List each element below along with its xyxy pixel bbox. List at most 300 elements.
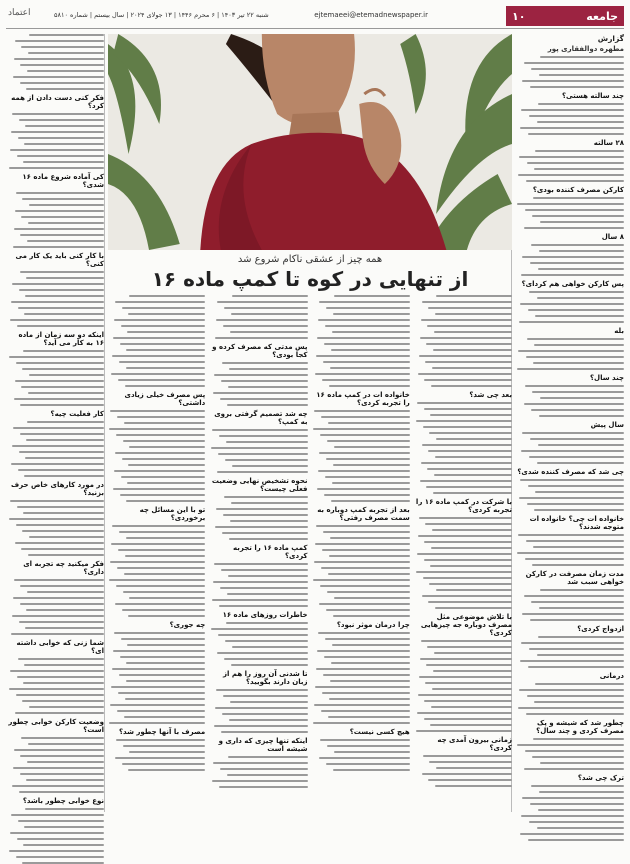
text-line: [124, 573, 206, 575]
text-line: [318, 319, 409, 321]
interview-question: با شرکت در کمپ ماده ۱۶ را تجربه کردی؟: [415, 498, 512, 514]
text-line: [330, 367, 410, 369]
text-line: [435, 313, 512, 315]
text-line: [321, 567, 409, 569]
interview-question: اینکه تنها چیزی که داری و شیشه است: [218, 737, 308, 753]
text-line: [128, 313, 205, 315]
text-line: [527, 503, 624, 505]
text-line: [122, 307, 206, 309]
text-line: [216, 689, 307, 691]
text-line: [529, 648, 624, 650]
text-line: [328, 422, 410, 424]
article-headline: از تنهایی در کوه تا کمپ ماده ۱۶: [151, 267, 469, 291]
text-line: [530, 262, 624, 264]
text-line: [422, 595, 512, 597]
text-line: [29, 374, 104, 376]
text-line: [109, 428, 205, 430]
text-line: [532, 564, 624, 566]
text-line: [331, 500, 410, 502]
text-line: [12, 113, 104, 115]
text-line: [231, 313, 308, 315]
text-line: [535, 150, 624, 152]
text-line: [22, 198, 104, 200]
text-line: [334, 751, 410, 753]
text-line: [522, 256, 624, 258]
text-line: [314, 704, 409, 706]
text-line: [429, 583, 512, 585]
text-line: [227, 593, 308, 595]
text-line: [212, 599, 307, 601]
interview-question: مدت زمان مصرفت در کارکن خواهی سبب شد: [525, 570, 624, 586]
text-line: [420, 480, 512, 482]
page-header: [6, 6, 624, 26]
text-line: [13, 427, 104, 429]
text-line: [530, 619, 624, 621]
text-line: [526, 180, 624, 182]
text-line: [332, 331, 410, 333]
text-line: [418, 373, 512, 375]
text-line: [28, 743, 104, 745]
page-number: ۱۰: [512, 9, 526, 23]
text-line: [112, 668, 205, 670]
interview-question: نحوه تشخیص نهایی وضعیت فعلی چیست؟: [211, 477, 308, 493]
text-line: [540, 762, 624, 764]
text-line: [123, 745, 206, 747]
text-line: [432, 367, 512, 369]
text-line: [314, 410, 409, 412]
text-line: [525, 750, 624, 752]
text-line: [525, 385, 624, 387]
text-line: [214, 374, 307, 376]
interview-question: فکر کنی دست دادن از همه کرد؟: [11, 94, 104, 110]
text-line: [418, 694, 512, 696]
text-line: [424, 718, 512, 720]
article-column-2: [313, 295, 410, 835]
text-line: [431, 385, 512, 387]
text-line: [531, 601, 624, 603]
text-line: [436, 295, 512, 297]
text-line: [314, 561, 409, 563]
text-line: [23, 682, 104, 684]
text-line: [116, 739, 205, 741]
interview-question: بعد چی شد؟: [469, 391, 512, 399]
text-line: [537, 654, 624, 656]
text-line: [20, 82, 104, 84]
text-line: [518, 174, 624, 176]
text-line: [424, 559, 512, 561]
text-line: [323, 674, 410, 676]
text-line: [24, 313, 104, 315]
text-line: [16, 524, 104, 526]
text-line: [529, 456, 624, 458]
text-line: [520, 833, 624, 835]
text-line: [332, 482, 410, 484]
text-line: [227, 404, 308, 406]
text-line: [524, 403, 624, 405]
text-line: [211, 447, 307, 449]
text-line: [327, 440, 410, 442]
text-line: [17, 838, 104, 840]
text-line: [19, 451, 104, 453]
text-line: [539, 607, 624, 609]
text-line: [325, 476, 410, 478]
article-columns: [108, 295, 512, 835]
text-line: [435, 607, 512, 609]
text-line: [11, 633, 104, 635]
text-line: [520, 303, 624, 305]
text-line: [9, 850, 104, 852]
text-line: [522, 80, 624, 82]
interview-question: پس مصرف خیلی زیادی داشتی؟: [124, 391, 206, 407]
text-line: [16, 362, 104, 364]
text-line: [17, 155, 104, 157]
text-line: [26, 609, 104, 611]
interview-question: کی آماده شروع ماده ۱۶ شدی؟: [22, 173, 104, 189]
section-banner: [506, 6, 624, 26]
text-line: [216, 319, 307, 321]
text-line: [20, 404, 104, 406]
text-line: [334, 446, 410, 448]
text-line: [422, 773, 512, 775]
text-line: [333, 769, 410, 771]
text-line: [28, 52, 104, 54]
text-line: [126, 367, 206, 369]
text-line: [532, 756, 624, 758]
interview-question: سال پیش: [590, 421, 624, 429]
text-line: [24, 826, 104, 828]
report-label: گزارش: [597, 34, 624, 43]
text-line: [21, 216, 104, 218]
text-line: [223, 695, 308, 697]
text-line: [23, 512, 104, 514]
text-line: [319, 757, 409, 759]
text-line: [109, 579, 205, 581]
text-line: [219, 435, 307, 437]
text-line: [525, 558, 624, 560]
text-line: [537, 827, 624, 829]
interview-question: خاطرات روزهای ماده ۱۶: [222, 611, 308, 619]
text-line: [529, 821, 624, 823]
text-line: [524, 227, 624, 229]
text-line: [520, 660, 624, 662]
text-line: [520, 479, 624, 481]
text-line: [122, 609, 206, 611]
text-line: [21, 737, 104, 739]
interview-question: پس مدتی که مصرف کرده و کجا بودی؟: [212, 343, 308, 359]
text-line: [321, 710, 409, 712]
interview-question: چند سالته هستی؟: [561, 92, 624, 100]
text-line: [228, 756, 308, 758]
text-line: [433, 670, 512, 672]
text-line: [529, 115, 624, 117]
left-column-text: [8, 34, 104, 864]
text-line: [313, 722, 409, 724]
text-line: [114, 470, 205, 472]
text-line: [333, 615, 410, 617]
text-line: [319, 452, 409, 454]
text-line: [316, 668, 409, 670]
text-line: [114, 632, 205, 634]
text-line: [121, 476, 206, 478]
text-line: [540, 221, 624, 223]
article-column-3: [210, 295, 307, 835]
text-line: [14, 228, 104, 230]
column-divider-left: [104, 34, 105, 812]
text-line: [416, 571, 512, 573]
text-line: [231, 664, 308, 666]
text-line: [529, 291, 624, 293]
text-line: [217, 652, 307, 654]
interview-question: بعد از تجربه کمپ دوباره به سمت مصرف رفتی؟: [317, 506, 410, 522]
text-line: [229, 719, 308, 721]
text-line: [127, 644, 205, 646]
text-line: [114, 319, 205, 321]
interview-question: فکر میکنید چه تجربه ای داری؟: [23, 560, 104, 576]
text-line: [25, 808, 104, 810]
text-line: [540, 589, 624, 591]
text-line: [537, 121, 624, 123]
text-line: [316, 355, 409, 357]
text-line: [329, 385, 410, 387]
text-line: [127, 331, 205, 333]
text-line: [218, 453, 307, 455]
text-line: [226, 622, 308, 624]
text-line: [223, 325, 308, 327]
text-line: [24, 664, 104, 666]
interview-question: هیچ کسی نیست؟: [349, 728, 410, 736]
text-line: [126, 680, 206, 682]
text-line: [530, 438, 624, 440]
text-line: [521, 274, 624, 276]
text-line: [533, 738, 624, 740]
interview-question: شما زنی که خوابی داشته ای؟: [16, 639, 104, 655]
text-line: [120, 494, 206, 496]
text-line: [116, 585, 205, 587]
text-line: [432, 688, 512, 690]
text-line: [18, 658, 104, 660]
text-line: [533, 362, 624, 364]
text-line: [13, 767, 104, 769]
text-line: [224, 658, 308, 660]
text-line: [540, 56, 624, 58]
text-line: [521, 642, 624, 644]
text-line: [531, 785, 624, 787]
text-line: [28, 554, 104, 556]
text-line: [426, 486, 512, 488]
text-line: [10, 149, 104, 151]
text-line: [427, 325, 512, 327]
text-line: [418, 535, 512, 537]
text-line: [324, 343, 410, 345]
text-line: [19, 289, 104, 291]
text-line: [334, 295, 410, 297]
text-line: [228, 575, 308, 577]
text-line: [433, 349, 512, 351]
text-line: [11, 814, 104, 816]
text-line: [118, 692, 206, 694]
text-line: [320, 739, 409, 741]
text-line: [517, 552, 624, 554]
text-line: [14, 579, 104, 581]
text-line: [320, 434, 409, 436]
text-line: [328, 716, 410, 718]
interview-question: بله: [614, 327, 624, 335]
text-line: [9, 167, 104, 169]
text-line: [18, 820, 104, 822]
text-line: [218, 634, 307, 636]
text-line: [115, 603, 205, 605]
interview-question: پس کارکن خواهی هم کردای؟: [521, 280, 624, 288]
text-line: [18, 307, 104, 309]
text-line: [126, 662, 205, 664]
text-line: [19, 621, 104, 623]
text-line: [16, 856, 104, 858]
text-line: [532, 391, 624, 393]
text-line: [117, 416, 205, 418]
text-line: [26, 439, 104, 441]
text-line: [429, 761, 512, 763]
text-line: [20, 603, 104, 605]
text-line: [215, 707, 307, 709]
text-line: [230, 331, 308, 333]
text-line: [10, 319, 104, 321]
text-line: [117, 710, 205, 712]
text-line: [522, 432, 624, 434]
text-line: [220, 768, 308, 770]
text-line: [428, 779, 512, 781]
text-line: [14, 58, 104, 60]
interview-question: چی شد که مصرف کننده شدی؟: [517, 468, 624, 476]
text-line: [530, 803, 624, 805]
text-line: [419, 517, 512, 519]
text-line: [425, 682, 512, 684]
text-line: [221, 380, 308, 382]
text-line: [519, 497, 624, 499]
text-line: [13, 76, 104, 78]
text-line: [428, 307, 512, 309]
text-line: [128, 615, 205, 617]
text-line: [110, 561, 205, 563]
text-line: [113, 337, 205, 339]
text-line: [125, 555, 206, 557]
text-line: [424, 700, 512, 702]
text-line: [126, 349, 205, 351]
text-line: [28, 222, 104, 224]
right-column: [516, 34, 624, 812]
text-line: [329, 555, 410, 557]
interview-question: چطور شد که شیشه و پک مصرف کردی و چند سال؟: [536, 719, 624, 735]
text-line: [113, 488, 205, 490]
text-line: [17, 676, 104, 678]
text-line: [435, 785, 512, 787]
text-line: [538, 809, 624, 811]
text-line: [538, 636, 624, 638]
text-line: [9, 688, 104, 690]
text-line: [518, 707, 624, 709]
interview-question: ۲۸ سالته: [593, 139, 624, 147]
text-line: [327, 745, 410, 747]
text-line: [14, 749, 104, 751]
interview-question: کمپ ماده ۱۶ را تجربه کردی؟: [232, 544, 308, 560]
text-line: [431, 706, 512, 708]
text-line: [220, 398, 308, 400]
text-line: [109, 722, 205, 724]
text-line: [317, 337, 409, 339]
text-line: [322, 692, 410, 694]
text-line: [231, 502, 308, 504]
text-line: [27, 421, 104, 423]
text-line: [126, 500, 205, 502]
text-line: [424, 408, 512, 410]
text-line: [222, 713, 308, 715]
text-line: [315, 686, 409, 688]
text-line: [217, 471, 307, 473]
text-line: [29, 34, 104, 36]
text-line: [14, 398, 104, 400]
text-line: [419, 355, 512, 357]
text-line: [117, 567, 205, 569]
text-line: [324, 494, 410, 496]
text-line: [315, 543, 409, 545]
text-line: [112, 525, 205, 527]
text-line: [15, 40, 104, 42]
text-line: [22, 368, 104, 370]
text-line: [527, 338, 624, 340]
text-line: [129, 446, 205, 448]
text-line: [213, 392, 307, 394]
text-line: [12, 615, 104, 617]
text-line: [120, 656, 206, 658]
text-line: [224, 307, 308, 309]
text-line: [424, 541, 512, 543]
text-line: [227, 774, 308, 776]
article-photo: [108, 34, 512, 250]
text-line: [518, 534, 624, 536]
text-line: [17, 506, 104, 508]
text-line: [26, 779, 104, 781]
text-line: [534, 701, 624, 703]
left-column: [8, 34, 104, 812]
text-line: [225, 459, 308, 461]
text-line: [232, 646, 308, 648]
text-line: [521, 450, 624, 452]
text-line: [119, 674, 206, 676]
text-line: [425, 523, 512, 525]
text-line: [534, 168, 624, 170]
text-line: [528, 485, 624, 487]
text-line: [540, 397, 624, 399]
text-line: [537, 462, 624, 464]
interview-question: مصرف با آنها چطور شد؟: [118, 728, 206, 736]
text-line: [421, 319, 512, 321]
text-line: [11, 131, 104, 133]
text-line: [121, 325, 206, 327]
text-line: [526, 356, 624, 358]
text-line: [212, 780, 307, 782]
text-line: [522, 797, 624, 799]
text-line: [538, 103, 624, 105]
text-line: [27, 240, 104, 242]
text-line: [22, 700, 104, 702]
text-line: [229, 368, 308, 370]
section-email: ejtemaeei@etemadnewspaper.ir: [314, 11, 428, 19]
text-line: [24, 475, 104, 477]
interview-question: چرا درمان موثر نبود؟: [336, 621, 410, 629]
text-line: [21, 548, 104, 550]
text-line: [533, 197, 624, 199]
text-line: [25, 125, 104, 127]
text-line: [128, 464, 205, 466]
